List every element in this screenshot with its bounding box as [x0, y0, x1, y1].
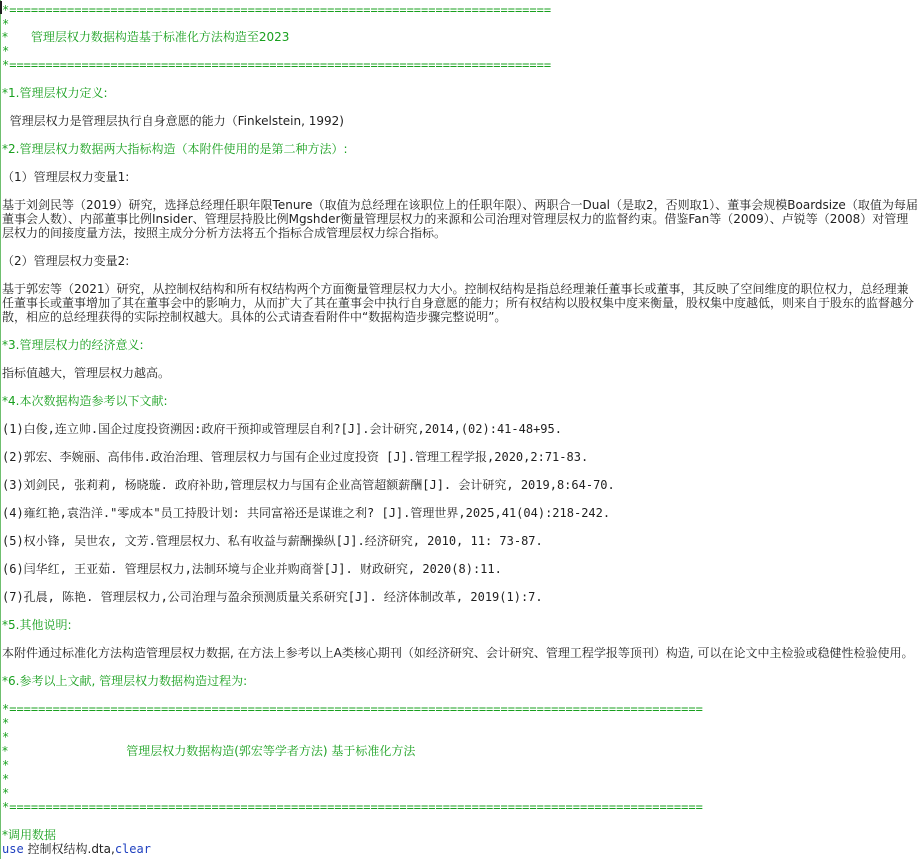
variable-1-label: （1）管理层权力变量1: [2, 170, 130, 184]
section-1-heading: *1.管理层权力定义: [2, 86, 108, 100]
reference-item: (1)白俊,连立帅.国企过度投资溯因:政府干预抑或管理层自利?[J].会计研究,2014,(02):41-48+95. [2, 422, 562, 436]
section-3-text: 指标值越大，管理层权力越高。 [2, 366, 171, 380]
dataset-filename: 控制权结构.dta, [23, 842, 115, 856]
reference-item: (7)孔晨, 陈艳. 管理层权力,公司治理与盈余预测质量关系研究[J]. 经济体制改革, 2019(1):7. [2, 590, 543, 604]
block-border-bottom: *================================================================================================ [2, 800, 703, 814]
section-1-text: 管理层权力是管理层执行自身意愿的能力（Finkelstein, 1992) [2, 114, 344, 128]
section-5-text: 本附件通过标准化方法构造管理层权力数据, 在方法上参考以上A类核心期刊（如经济研究、会计研究、管理工程学报等顶刊）构造, 可以在论文中主检验或稳健性检验使用。 [2, 646, 914, 660]
reference-item: (4)雍红艳,袁浩洋."零成本"员工持股计划: 共同富裕还是谋谁之利? [J].管理世界,2025,41(04):218-242. [2, 506, 611, 520]
block-star-line: * [2, 758, 10, 772]
reference-item: (2)郭宏、李婉丽、高伟伟.政治治理、管理层权力与国有企业过度投资 [J].管理工程学报,2020,2:71-83. [2, 450, 589, 464]
reference-item: (6)闫华红, 王亚茹. 管理层权力,法制环境与企业并购商誉[J]. 财政研究, 2020(8):11. [2, 562, 502, 576]
header-border-top: *=========================================================================== [2, 3, 552, 17]
block-star-line: * [2, 786, 10, 800]
stata-option-clear: clear [114, 842, 151, 856]
section-3-heading: *3.管理层权力的经济意义: [2, 338, 144, 352]
variable-2-description: 基于郭宏等（2021）研究，从控制权结构和所有权结构两个方面衡量管理层权力大小。控制权结构是指总经理兼任董事长或董事，其反映了空间维度的职位权力，总经理兼任董事长或董事增加了其在董事会中的影响力，从而扩大了其在董事会中执行自身意愿的能力；所有权结构以股权集中度来衡量，股权集中度越低，则来自于股东的监督越分散，相应的总经理获得的实际控制权越大。具体的公式请查看附件中“数据构造步骤完整说明”。 [2, 282, 915, 324]
block-star-line: * [2, 716, 10, 730]
stata-keyword-use: use [2, 842, 24, 856]
code-comment: *调用数据 [2, 828, 57, 842]
header-border-bottom: *=========================================================================== [2, 58, 552, 72]
section-2-heading: *2.管理层权力数据两大指标构造（本附件使用的是第二种方法）: [2, 142, 348, 156]
block-star-line: * [2, 772, 10, 786]
header-star-line: * [2, 44, 10, 58]
section-4-heading: *4.本次数据构造参考以下文献: [2, 394, 168, 408]
header-title: * 管理层权力数据构造基于标准化方法构造至2023 [2, 30, 290, 44]
code-line-use[interactable] [2, 842, 151, 856]
reference-item: (5)权小锋, 吴世农, 文芳.管理层权力、私有收益与薪酬操纵[J].经济研究, 2010, 11: 73-87. [2, 534, 543, 548]
block-star-line: * [2, 730, 10, 744]
variable-1-description: 基于刘剑民等（2019）研究，选择总经理任职年限Tenure（取值为总经理在该职位上的任职年限）、两职合一Dual（是取2，否则取1）、董事会规模Boardsize（取值为每届董事会人数）、内部董事比例Insider、管理层持股比例Mgshder衡量管理层权力的来源和公司治理对管理层权力的监督约束。借鉴Fan等（2009）、卢锐等（2008）对管理层权力的间接度量方法，按照主成分分析方法将五个指标合成管理层权力综合指标。 [2, 198, 918, 240]
header-star-line: * [2, 17, 10, 31]
reference-item: (3)刘剑民, 张莉莉, 杨晓璇. 政府补助,管理层权力与国有企业高管超额薪酬[J]. 会计研究, 2019,8:64-70. [2, 478, 615, 492]
block-border-top: *================================================================================================ [2, 702, 703, 716]
section-6-heading: *6.参考以上文献, 管理层权力数据构造过程为: [2, 674, 248, 688]
block-title: * 管理层权力数据构造(郭宏等学者方法) 基于标准化方法 [2, 744, 416, 758]
variable-2-label: （2）管理层权力变量2: [2, 254, 130, 268]
section-5-heading: *5.其他说明: [2, 618, 72, 632]
editor-left-margin [0, 0, 1, 859]
